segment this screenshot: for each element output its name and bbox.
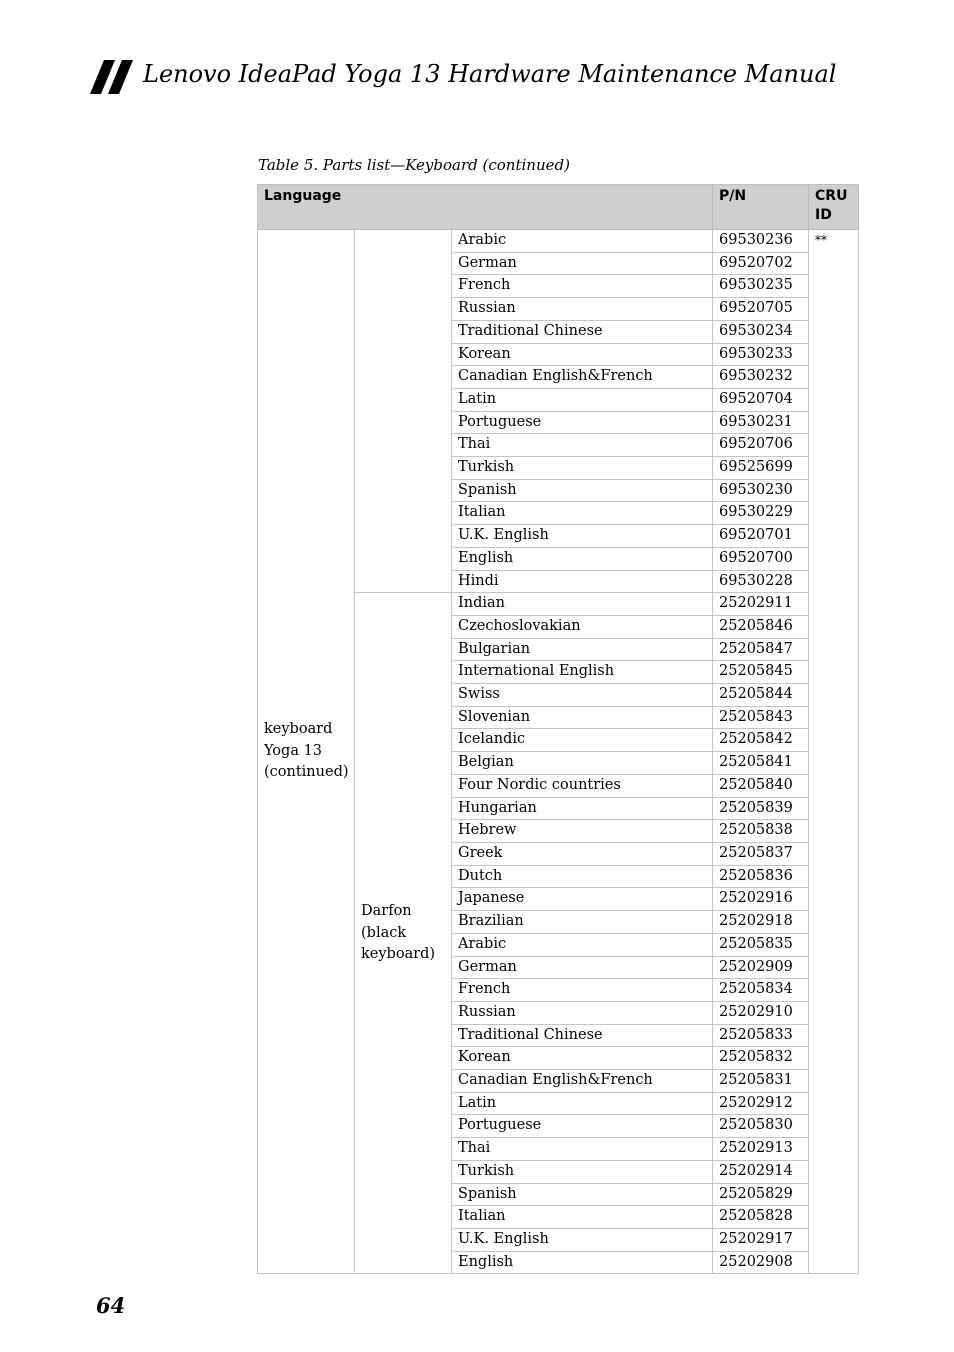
language-cell: Korean (452, 1047, 713, 1070)
part-number-cell: 69530228 (713, 570, 809, 593)
part-number-cell: 69530231 (713, 411, 809, 434)
part-number-cell: 69525699 (713, 457, 809, 480)
part-number-cell: 69520700 (713, 547, 809, 570)
part-number-cell: 25202917 (713, 1228, 809, 1251)
language-cell: Hindi (452, 570, 713, 593)
language-cell: Traditional Chinese (452, 320, 713, 343)
parts-table (257, 184, 859, 1274)
part-number-cell: 25202908 (713, 1251, 809, 1274)
part-number-cell: 25205830 (713, 1115, 809, 1138)
language-cell: Four Nordic countries (452, 774, 713, 797)
part-number-cell: 25202910 (713, 1001, 809, 1024)
language-cell: Portuguese (452, 411, 713, 434)
language-cell: Italian (452, 1206, 713, 1229)
language-cell: Belgian (452, 752, 713, 775)
part-number-cell: 69530233 (713, 343, 809, 366)
language-cell: French (452, 275, 713, 298)
language-cell: Italian (452, 502, 713, 525)
table-header-row (258, 185, 859, 230)
part-number-cell: 25205831 (713, 1070, 809, 1093)
language-cell: Arabic (452, 230, 713, 253)
part-number-cell: 25205833 (713, 1024, 809, 1047)
part-number-cell: 25205834 (713, 979, 809, 1002)
language-cell: Hungarian (452, 797, 713, 820)
language-cell: Dutch (452, 865, 713, 888)
language-cell: Arabic (452, 933, 713, 956)
language-cell: Swiss (452, 684, 713, 707)
part-number-cell: 69520706 (713, 434, 809, 457)
part-number-cell: 69530235 (713, 275, 809, 298)
language-cell: Turkish (452, 1160, 713, 1183)
part-number-cell: 25202914 (713, 1160, 809, 1183)
manual-title: Lenovo IdeaPad Yoga 13 Hardware Maintenance Manual (143, 60, 837, 88)
part-number-cell: 69520702 (713, 252, 809, 275)
part-number-cell: 69530236 (713, 230, 809, 253)
language-cell: Canadian English&French (452, 366, 713, 389)
part-number-cell: 25202918 (713, 911, 809, 934)
part-number-cell: 25205847 (713, 638, 809, 661)
part-number-cell: 69530232 (713, 366, 809, 389)
part-number-cell: 25205836 (713, 865, 809, 888)
part-number-cell: 25202912 (713, 1092, 809, 1115)
language-cell: Slovenian (452, 706, 713, 729)
double-slash-logo-icon (90, 60, 136, 94)
part-number-cell: 25202911 (713, 593, 809, 616)
language-cell: Portuguese (452, 1115, 713, 1138)
language-cell: English (452, 1251, 713, 1274)
language-cell: Spanish (452, 479, 713, 502)
part-number-cell: 25205838 (713, 820, 809, 843)
language-cell: Hebrew (452, 820, 713, 843)
part-number-cell: 25205837 (713, 842, 809, 865)
language-cell: Russian (452, 1001, 713, 1024)
part-number-cell: 25205844 (713, 684, 809, 707)
cru-id-cell: ** (809, 230, 859, 1274)
part-number-cell: 25205841 (713, 752, 809, 775)
part-number-cell: 25205846 (713, 615, 809, 638)
part-number-cell: 25205828 (713, 1206, 809, 1229)
language-cell: Japanese (452, 888, 713, 911)
language-cell: German (452, 956, 713, 979)
part-number-cell: 25202909 (713, 956, 809, 979)
table-caption: Table 5. Parts list—Keyboard (continued) (258, 156, 570, 174)
part-number-cell: 69530229 (713, 502, 809, 525)
keyboard-group-label: keyboard Yoga 13 (continued) (258, 230, 355, 1274)
language-cell: Icelandic (452, 729, 713, 752)
page-number: 64 (96, 1293, 126, 1318)
part-number-cell: 25205845 (713, 661, 809, 684)
part-number-cell: 25205829 (713, 1183, 809, 1206)
language-cell: Thai (452, 1138, 713, 1161)
language-column-header: Language (258, 185, 713, 230)
language-cell: Korean (452, 343, 713, 366)
cru-column-header: CRU ID (809, 185, 859, 230)
part-number-cell: 25205843 (713, 706, 809, 729)
language-cell: Indian (452, 593, 713, 616)
language-cell: Brazilian (452, 911, 713, 934)
part-number-cell: 25205842 (713, 729, 809, 752)
part-number-cell: 69530230 (713, 479, 809, 502)
pn-column-header: P/N (713, 185, 809, 230)
language-cell: Thai (452, 434, 713, 457)
table-row (258, 230, 859, 253)
language-cell: U.K. English (452, 525, 713, 548)
part-number-cell: 69520704 (713, 388, 809, 411)
part-number-cell: 69520705 (713, 298, 809, 321)
language-cell: Latin (452, 388, 713, 411)
part-number-cell: 25205835 (713, 933, 809, 956)
vendor-cell (355, 230, 452, 593)
language-cell: Traditional Chinese (452, 1024, 713, 1047)
language-cell: International English (452, 661, 713, 684)
language-cell: Turkish (452, 457, 713, 480)
language-cell: Canadian English&French (452, 1070, 713, 1093)
language-cell: U.K. English (452, 1228, 713, 1251)
part-number-cell: 69530234 (713, 320, 809, 343)
part-number-cell: 25202913 (713, 1138, 809, 1161)
part-number-cell: 25205839 (713, 797, 809, 820)
language-cell: Spanish (452, 1183, 713, 1206)
language-cell: German (452, 252, 713, 275)
part-number-cell: 69520701 (713, 525, 809, 548)
part-number-cell: 25205840 (713, 774, 809, 797)
parts-table-body (258, 230, 859, 1274)
language-cell: Russian (452, 298, 713, 321)
vendor-cell: Darfon (black keyboard) (355, 593, 452, 1274)
language-cell: French (452, 979, 713, 1002)
language-cell: Bulgarian (452, 638, 713, 661)
part-number-cell: 25205832 (713, 1047, 809, 1070)
part-number-cell: 25202916 (713, 888, 809, 911)
language-cell: English (452, 547, 713, 570)
language-cell: Greek (452, 842, 713, 865)
language-cell: Czechoslovakian (452, 615, 713, 638)
language-cell: Latin (452, 1092, 713, 1115)
